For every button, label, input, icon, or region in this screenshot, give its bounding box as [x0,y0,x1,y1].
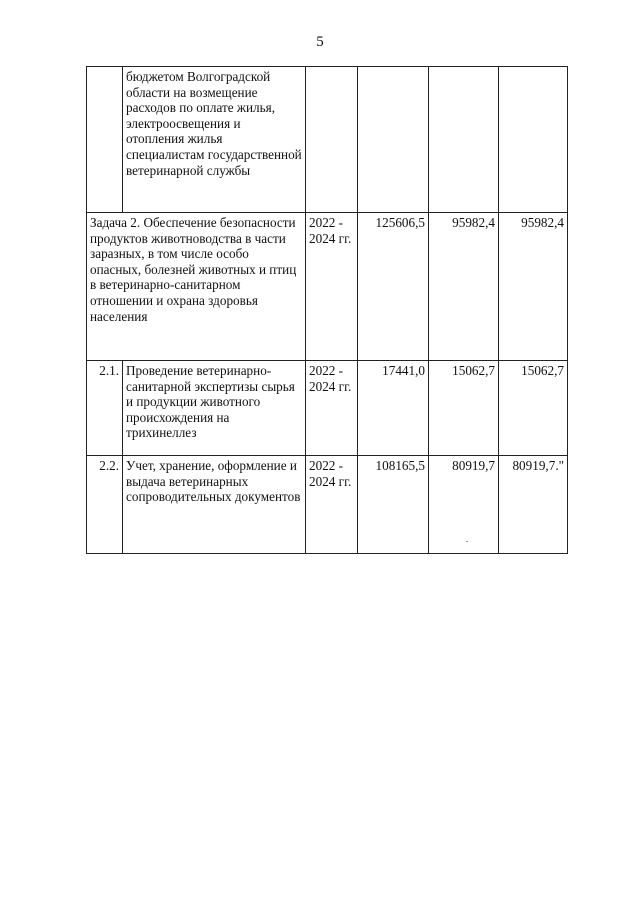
row-description: Учет, хранение, оформление и выдача ветеринарных сопроводительных документов [123,456,306,554]
row-number [87,67,123,213]
row-value-total: 108165,5 [358,456,429,554]
scan-speck [466,541,468,542]
row-period: 2022 - 2024 гг. [306,361,358,456]
row-value-3: 80919,7." [499,456,568,554]
table-row [87,67,568,213]
row-description: Проведение ветеринарно-санитарной экспертизы сырья и продукции животного происхождения на трихинеллез [123,361,306,456]
row-value-3: 95982,4 [499,213,568,361]
page-number: 5 [316,34,324,50]
task-description: Задача 2. Обеспечение безопасности продуктов животноводства в части заразных, в том числе особо опасных, болезней животных и птиц в ветеринарно-санитарном отношении и охрана здоровья населения [87,213,306,361]
table-row [87,361,568,456]
row-value-2 [429,67,499,213]
table-row [87,456,568,554]
row-period: 2022 - 2024 гг. [306,213,358,361]
row-value-3 [499,67,568,213]
table-row-task [87,213,568,361]
row-value-total: 17441,0 [358,361,429,456]
row-description: бюджетом Волгоградской области на возмещение расходов по оплате жилья, электроосвещения и отопления жилья специалистам государственной ветеринарной службы [123,67,306,213]
row-value-2: 95982,4 [429,213,499,361]
program-table [86,66,568,554]
row-value-2: 80919,7 [429,456,499,554]
row-value-total: 125606,5 [358,213,429,361]
row-value-2: 15062,7 [429,361,499,456]
row-value-3: 15062,7 [499,361,568,456]
row-number: 2.1. [87,361,123,456]
row-number: 2.2. [87,456,123,554]
row-period [306,67,358,213]
row-period: 2022 - 2024 гг. [306,456,358,554]
row-value-total [358,67,429,213]
